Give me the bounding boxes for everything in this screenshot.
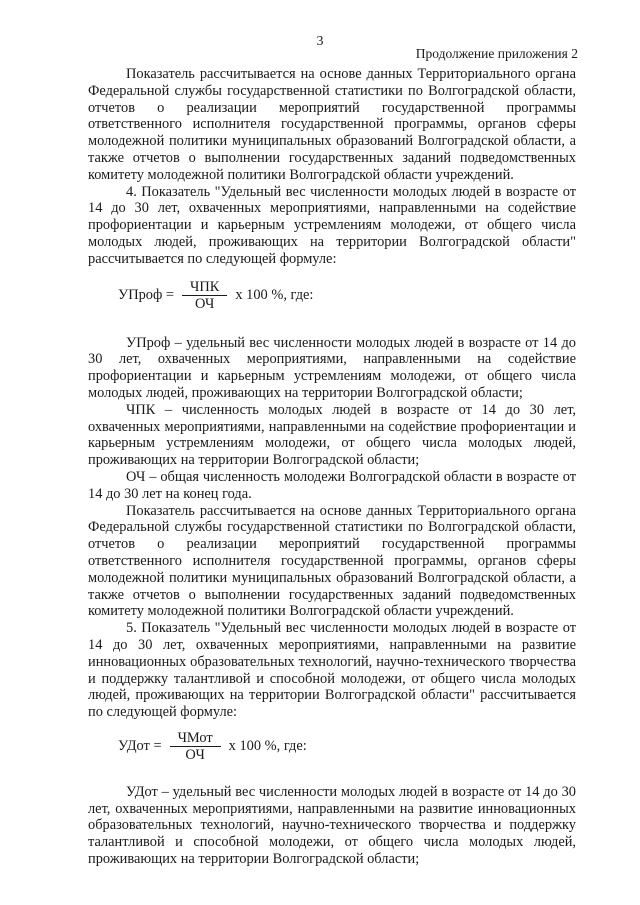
formula-udot-denominator: ОЧ (185, 746, 205, 763)
appendix-continuation-label: Продолжение приложения 2 (415, 46, 578, 61)
formula-udot-lhs: УДот = (118, 737, 162, 754)
paragraph-data-source-2: Показатель рассчитывается на основе данных Территориального органа Федеральной службы государственной статистики по Волгоградской области, отчетов о реализации мероприятий государственной программы ответственного исполнителя государственной программы, органов сферы молодежной политики муниципальных образований Волгоградской области, а также отчетов о выполнении государственных заданий подведомственных комитету молодежной политики Волгоградской области учреждений. (88, 502, 576, 620)
page-number: 3 (316, 34, 324, 49)
paragraph-indicator-4: 4. Показатель "Удельный вес численности молодых людей в возрасте от 14 до 30 лет, охваченных мероприятиями, направленными на содействие профориентации и карьерным устремлениям молодежи, от общего числа молодых людей, проживающих на территории Волгоградской области" рассчитывается по следующей формуле: (88, 183, 576, 267)
definition-chpk: ЧПК – численность молодых людей в возрасте от 14 до 30 лет, охваченных мероприятиями, направленными на содействие профориентации и карьерным устремлениям молодежи, от общего числа молодых людей, проживающих на территории Волгоградской области; (88, 401, 576, 469)
formula-uprof (118, 280, 576, 311)
definition-och: ОЧ – общая численность молодежи Волгоградской области в возрасте от 14 до 30 лет на конец года. (88, 468, 576, 502)
paragraph-data-source-1: Показатель рассчитывается на основе данных Территориального органа Федеральной службы государственной статистики по Волгоградской области, отчетов о реализации мероприятий государственной программы ответственного исполнителя государственной программы, органов сферы молодежной политики муниципальных образований Волгоградской области, а также отчетов о выполнении государственных заданий подведомственных комитету молодежной политики Волгоградской области учреждений. (88, 66, 576, 183)
formula-uprof-numerator: ЧПК (182, 280, 227, 296)
formula-uprof-denominator: ОЧ (194, 295, 215, 312)
formula-udot-numerator: ЧМот (170, 731, 221, 747)
paragraph-indicator-5: 5. Показатель "Удельный вес численности молодых людей в возрасте от 14 до 30 лет, охваченных мероприятиями, направленными на развитие инновационных образовательных технологий, научно-технического творчества и поддержку талантливой и способной молодежи, от общего числа молодых людей, проживающих на территории Волгоградской области" рассчитывается по следующей формуле: (88, 620, 576, 721)
formula-uprof-fraction (182, 280, 227, 311)
formula-udot (118, 731, 576, 762)
formula-uprof-rhs: x 100 %, где: (235, 286, 314, 303)
formula-uprof-lhs: УПроф = (118, 286, 175, 303)
formula-udot-fraction (170, 731, 221, 762)
formula-udot-rhs: x 100 %, где: (228, 737, 307, 754)
definition-uprof: УПроф – удельный вес численности молодых людей в возрасте от 14 до 30 лет, охваченных мероприятиями, направленными на содействие профориентации и карьерным устремлениям молодежи, от общего числа молодых людей, проживающих на территории Волгоградской области; (88, 334, 576, 401)
definition-udot: УДот – удельный вес численности молодых людей в возрасте от 14 до 30 лет, охваченных мероприятиями, направленными на развитие инновационных образовательных технологий, научно-технического творчества и поддержку талантливой и способной молодежи, от общего числа молодых людей, проживающих на территории Волгоградской области; (88, 783, 576, 868)
document-body (88, 66, 576, 868)
